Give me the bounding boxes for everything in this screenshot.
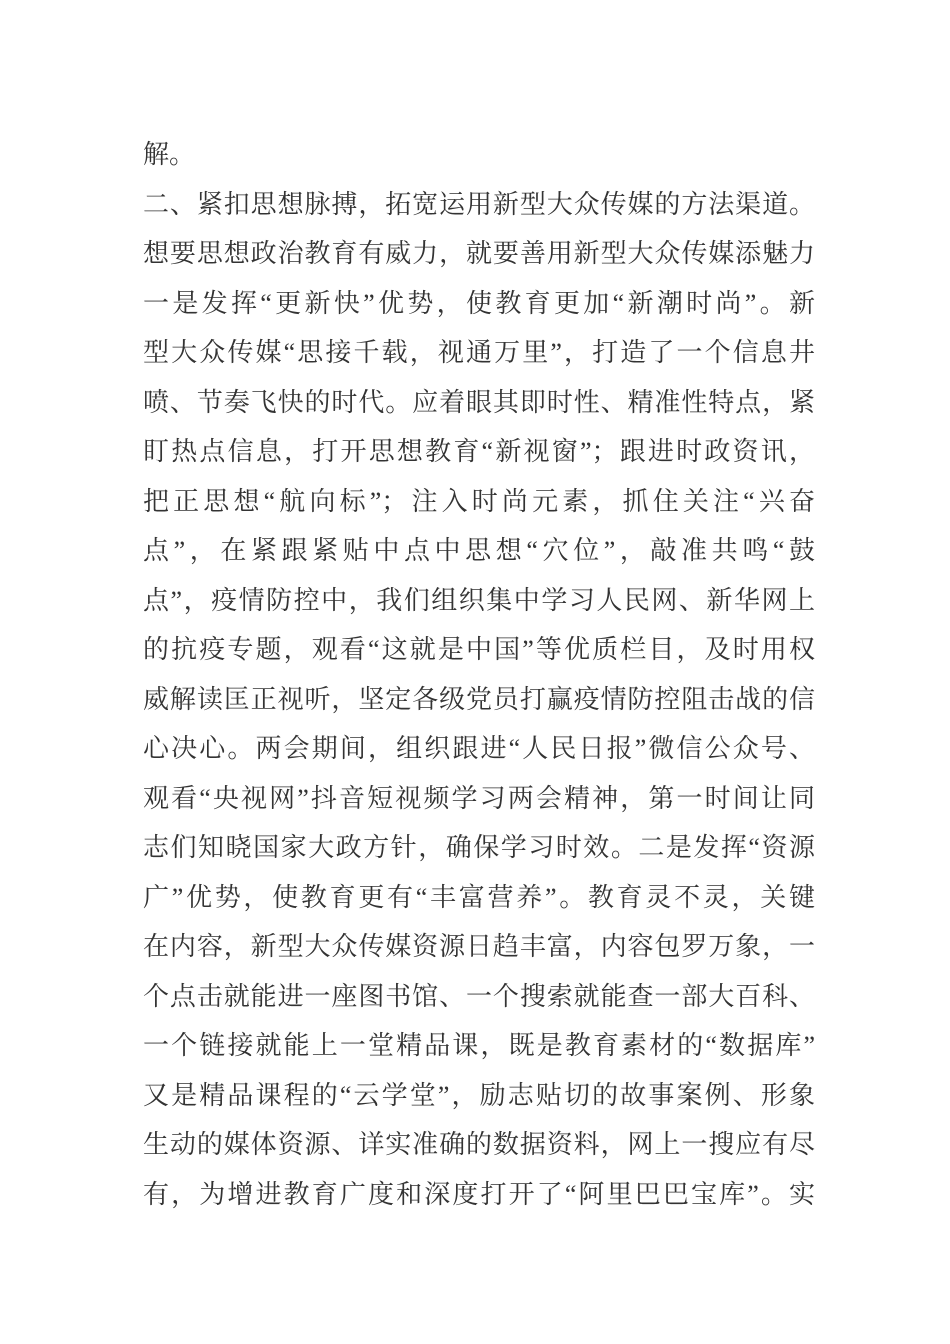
text-line: 的抗疫专题，观看“这就是中国”等优质栏目，及时用权 <box>143 635 815 664</box>
text-line: 想要思想政治教育有威力，就要善用新型大众传媒添魅力 <box>143 239 815 268</box>
text-line: 心决心。两会期间，组织跟进“人民日报”微信公众号、 <box>143 734 815 763</box>
text-line: 二、紧扣思想脉搏，拓宽运用新型大众传媒的方法渠道。 <box>143 189 815 219</box>
text-line: 有，为增进教育广度和深度打开了“阿里巴巴宝库”。实 <box>143 1179 815 1209</box>
text-line: 威解读匡正视听，坚定各级党员打赢疫情防控阻击战的信 <box>143 684 815 714</box>
text-line: 一个链接就能上一堂精品课，既是教育素材的“数据库” <box>143 1031 815 1060</box>
text-line: 志们知晓国家大政方针，确保学习时效。二是发挥“资源 <box>143 833 815 862</box>
text-line: 解。 <box>143 140 196 169</box>
text-line: 观看“央视网”抖音短视频学习两会精神，第一时间让同 <box>143 783 815 813</box>
text-line: 喷、节奏飞快的时代。应着眼其即时性、精准性特点，紧 <box>143 387 815 417</box>
text-line: 一是发挥“更新快”优势，使教育更加“新潮时尚”。新 <box>143 288 815 318</box>
text-block <box>143 130 815 1219</box>
text-line: 广”优势，使教育更有“丰富营养”。教育灵不灵，关键 <box>143 882 815 912</box>
text-line: 点”，疫情防控中，我们组织集中学习人民网、新华网上 <box>143 585 815 615</box>
text-line: 盯热点信息，打开思想教育“新视窗”；跟进时政资讯， <box>143 437 815 466</box>
text-line: 把正思想“航向标”；注入时尚元素，抓住关注“兴奋 <box>143 486 815 516</box>
text-line: 生动的媒体资源、详实准确的数据资料，网上一搜应有尽 <box>143 1130 815 1159</box>
text-line: 型大众传媒“思接千载，视通万里”，打造了一个信息井 <box>143 338 815 367</box>
text-line: 点”，在紧跟紧贴中点中思想“穴位”，敲准共鸣“鼓 <box>143 536 815 565</box>
text-line: 又是精品课程的“云学堂”，励志贴切的故事案例、形象 <box>143 1080 815 1110</box>
text-line: 在内容，新型大众传媒资源日趋丰富，内容包罗万象，一 <box>143 932 815 961</box>
text-line: 个点击就能进一座图书馆、一个搜索就能查一部大百科、 <box>143 981 815 1011</box>
